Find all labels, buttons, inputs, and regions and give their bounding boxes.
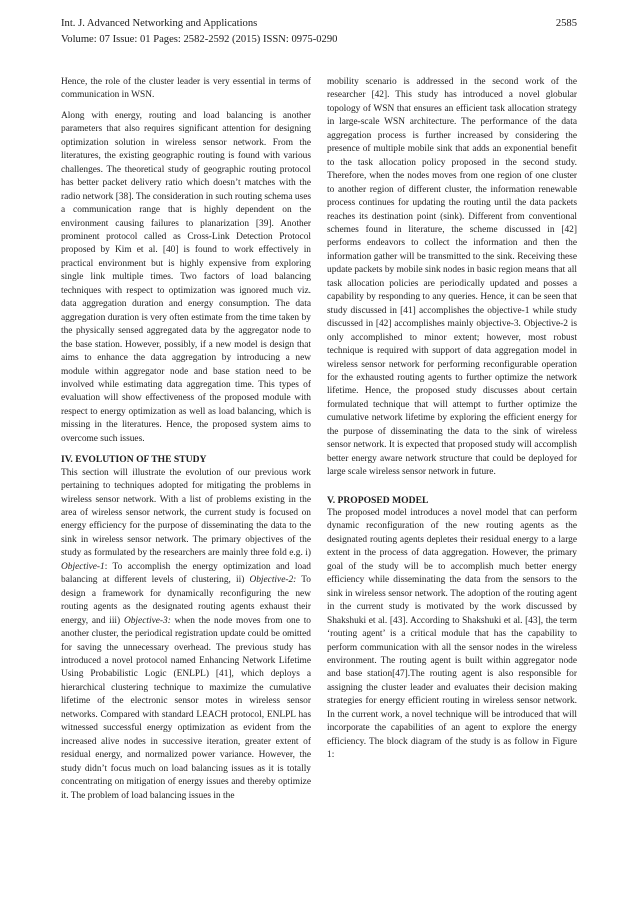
running-header: [61, 16, 577, 48]
paragraph: The proposed model introduces a novel model that can perform dynamic reconfiguration of the new routing agents as the designated routing agents depletes their residual energy to a large extent in the process of data aggregation. However, the primary goal of the study will be to accomplish much better energy efficiency while disseminating the data from the sensors to the sink in wireless sensor network. The adoption of the routing agent in the current study is motivated by the work discussed by Shakshuki et al. [43]. According to Shakshuki et al. [43], the term ‘routing agent’ is a critical module that has the capability to perform communication with all the sensor nodes in the wireless environment. The routing agent is built within aggregator node and base station[47].The routing agent is also responsible for assigning the cluster leader and evaluates their decision making strategies for energy efficient routing in wireless sensor network. In the current work, a novel technique will be introduced that will incorporate the capabilities of an agent to explore the energy efficiency. The block diagram of the study is as follow in Figure 1:: [327, 508, 577, 761]
paragraph: mobility scenario is addressed in the second work of the researcher [42]. This study has introduced a novel globular topology of WSN that ensures an efficient task allocation strategy in large-scale WSN architecture. The performance of the data aggregation process is further increased by considering the presence of multiple mobile sink that adds an exponential benefit to the task allocation policy proposed in the second study. Therefore, when the nodes moves from one region of one cluster to another region of different cluster, the information renewable process continues for updating the routing until the data packets reaches its destination point (sink). Different from conventional schemes found in literature, the scheme discussed in [42] performs endeavors to collect the information and then the information gather will be transmitted to the sink. Receiving these update packets by mobile sink nodes in basic region means that all task allocation policies are periodically updated and posses a capability by responding to any queries. Hence, it can be seen that study discussed in [41] accomplishes the objective-1 while study discussed in [42] accomplishes mainly objective-3. Objective-2 is only accomplished to minor extent; however, most robust technique is required with support of data aggregation model in wireless sensor network for performing reconfigurable operation for the exhausted routing agents to further optimize the network lifetime. Hence, the proposed study discusses about certain formulated technique that will attempt to further optimize the cumulative network lifetime by exploring the efficient energy for the purpose of disseminating the data to the sink of wireless sensor network. It is expected that proposed study will accomplish better energy aware network structure that could be deployed for large scale wireless sensor network in future.: [327, 77, 577, 478]
paragraph: Hence, the role of the cluster leader is very essential in terms of communication in WSN.: [61, 77, 311, 101]
objective-2-label: Objective-2:: [249, 575, 297, 586]
journal-title: Int. J. Advanced Networking and Applications: [61, 18, 258, 29]
section-heading-proposed-model: V. PROPOSED MODEL: [327, 494, 429, 506]
paragraph: This section will illustrate the evolution of our previous work pertaining to techniques adopted for mitigating the problems in wireless sensor network. With a list of problems existing in the area of wireless sensor network, the current study is focused on energy efficiency for the purpose of disseminating the data to the sink in wireless sensor network. The primary objectives of the study as formulated by the researchers are mainly three fold e.g. i) Objective-1: To accomplish the energy optimization and load balancing at different levels of clustering, ii) Objective-2: To design a framework for dynamically reconfiguring the new routing agents as the designated routing agents exhaust their energy, and iii) Objective-3: when the node moves from one to another cluster, the periodical registration update could be omitted for saving the unnecessary overhead. The previous study has introduced a novel protocol named Enhancing Network Lifetime Using Probabilistic Logic (ENLPL) [41], which deploys a hierarchical clustering technique to maximize the cumulative lifetime of the electronic sensor motes in wireless sensor networks. Compared with standard LEACH protocol, ENLPL has witnessed successful energy optimization as evident from the increased alive nodes in successive iteration, greater extent of residual energy, and normalized power variance. However, the study didn’t focus much on load balancing issues as it is totally concentrating on mitigation of energy issues and thereby optimize it. The problem of load balancing issues in the: [61, 467, 311, 801]
right-column: [327, 76, 577, 770]
objective-1-label: Objective-1: [61, 561, 105, 572]
objective-3-label: Objective-3:: [123, 615, 171, 626]
page-number: 2585: [555, 18, 577, 29]
volume-info: Volume: 07 Issue: 01 Pages: 2582-2592 (2015) ISSN: 0975-0290: [61, 34, 338, 45]
paragraph: Along with energy, routing and load balancing is another parameters that also requires significant attention for designing optimization solution in wireless sensor network. From the literatures, the existing geographic routing is found with various challenges. The theoretical study of geographic routing protocol has better packet delivery ratio which doesn’t matches with the radio network [38]. The consideration in such routing schema uses a communication range that is highly dependent on the environment causing failures to planarization [39]. Another prominent protocol called as Cross-Link Detection Protocol proposed by Kim et al. [40] is found to work effectively in practical environment but is highly expensive from exploring single link multiple times. Two factors of load balancing techniques with respect to optimization was ignored much viz. data aggregation duration and energy consumption. The data aggregation duration is very often estimate from the time taken by the physically sensed aggregated data by the aggregator node to the base station. However, possibly, if a new model is design that aims to enhance the data aggregation by introducing a new module within aggregator node and base station need to be involved while estimating data aggregation time. This types of evaluation will show effectiveness of the proposed module with respect to energy optimization as well as load balancing, which is missing in the literatures. Hence, the proposed system aims to overcome such issues.: [61, 110, 311, 444]
section-heading-evolution: IV. EVOLUTION OF THE STUDY: [61, 454, 207, 466]
left-column: [61, 76, 311, 810]
